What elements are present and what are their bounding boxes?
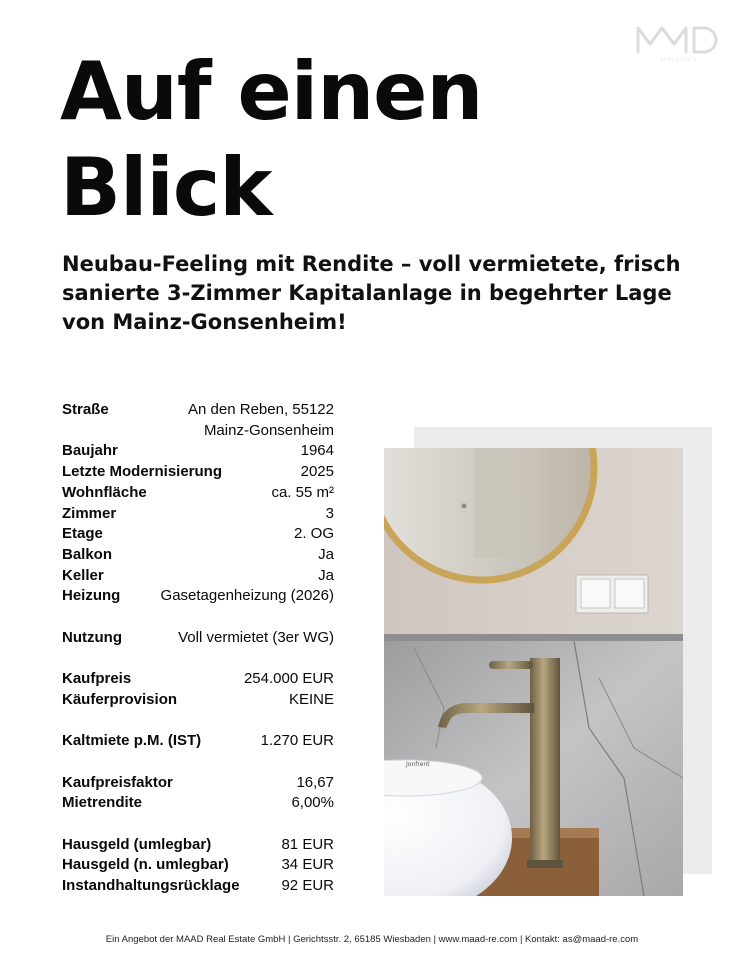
fact-label: Kaufpreis (62, 670, 132, 688)
fact-value: 16,67 (296, 773, 334, 791)
title-line-1: Auf einen (60, 45, 483, 138)
fact-label: Balkon (62, 545, 113, 563)
fact-row-zimmer (62, 504, 334, 525)
fact-row-rendite (62, 793, 334, 814)
footer: Ein Angebot der MAAD Real Estate GmbH | Gerichtsstr. 2, 65185 Wiesbaden | www.maad-re.com | Kontakt: as@maad-re.com (105, 934, 639, 945)
logo-text: MAAD (634, 20, 637, 21)
basin-brand: Jonfrent (406, 761, 430, 768)
fact-row-kaufpreis (62, 669, 334, 690)
fact-label: Instandhaltungsrücklage (62, 877, 240, 895)
page-title (60, 44, 482, 236)
bathroom-photo (384, 448, 683, 896)
fact-label: Etage (62, 525, 103, 543)
fact-row-etage (62, 524, 334, 545)
fact-label: Baujahr (62, 442, 118, 460)
fact-value: 6,00% (291, 794, 334, 812)
fact-row-hausgeld-nicht-umlegbar (62, 855, 334, 876)
subtitle: Neubau-Feeling mit Rendite – voll vermietete, frisch sanierte 3-Zimmer Kapitalanlage in begehrter Lage von Mainz-Gonsenheim! (62, 252, 681, 334)
facts-table (62, 400, 334, 897)
fact-row-kaltmiete (62, 731, 334, 752)
fact-value: An den Reben, 55122 Mainz-Gonsenheim (188, 401, 334, 439)
fact-value: 81 EUR (281, 835, 334, 853)
fact-value: Voll vermietet (3er WG) (178, 628, 334, 646)
fact-row-ruecklage (62, 876, 334, 897)
fact-label: Kaufpreisfaktor (62, 773, 173, 791)
fact-value: 1.270 EUR (260, 732, 334, 750)
fact-label: Wohnfläche (62, 483, 147, 501)
fact-row-strasse (62, 400, 334, 441)
fact-value: 3 (325, 504, 334, 522)
fact-label: Straße (62, 401, 109, 418)
fact-value: 1964 (300, 442, 334, 460)
fact-label: Nutzung (62, 628, 122, 646)
fact-row-wohnflaeche (62, 483, 334, 504)
fact-value: 254.000 EUR (243, 670, 334, 688)
fact-row-modernisierung (62, 462, 334, 483)
fact-value: 92 EUR (281, 877, 334, 895)
maad-logo (634, 20, 724, 64)
logo-tagline: REAL ESTATE (660, 57, 698, 62)
fact-row-baujahr (62, 441, 334, 462)
fact-value: Ja (318, 545, 334, 563)
fact-label: Käuferprovision (62, 690, 178, 708)
fact-row-balkon (62, 545, 334, 566)
fact-row-hausgeld-umlegbar (62, 835, 334, 856)
title-line-2: Blick (60, 141, 272, 234)
fact-value: 2025 (300, 463, 334, 481)
fact-label: Letzte Modernisierung (62, 463, 223, 481)
fact-label: Hausgeld (n. umlegbar) (62, 856, 229, 874)
fact-value: 34 EUR (281, 856, 334, 874)
fact-label: Mietrendite (62, 794, 143, 812)
fact-value: KEINE (288, 690, 334, 708)
fact-label: Zimmer (62, 504, 117, 522)
fact-value: 2. OG (293, 525, 334, 543)
fact-row-keller (62, 566, 334, 587)
fact-label: Hausgeld (umlegbar) (62, 835, 212, 853)
fact-row-heizung (62, 586, 334, 607)
fact-row-nutzung (62, 628, 334, 649)
fact-row-provision (62, 690, 334, 711)
fact-value: Ja (318, 566, 334, 584)
fact-value: Gasetagenheizung (2026) (160, 587, 334, 605)
fact-label: Heizung (62, 587, 121, 605)
fact-label: Kaltmiete p.M. (IST) (62, 732, 202, 750)
fact-row-faktor (62, 773, 334, 794)
fact-value: ca. 55 m² (271, 483, 334, 501)
fact-label: Keller (62, 566, 104, 584)
